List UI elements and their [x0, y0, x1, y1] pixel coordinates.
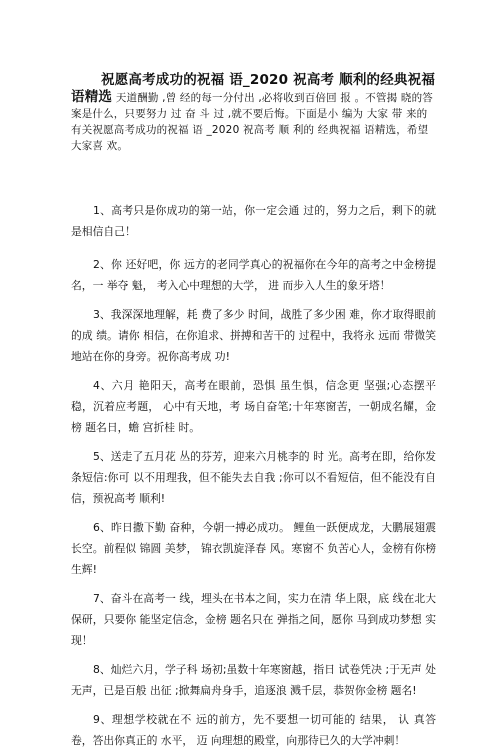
blessing-item-6: 6、昨日撒下勤 奋种，今朝一搏必成功。 鲤鱼一跃便成龙，大鹏展翅震 长空。前程似 锦圆 美梦， 锦衣凯旋泽春 风。寒窗不 负苦心人，金榜有你榜生辉! — [71, 521, 436, 576]
blessing-item-3: 3、我深深地理解，耗 费了多少 时间，战胜了多少困 难，你才取得眼前的成 绩。请你 相信，在你追求、拼搏和苦干的 过程中，我将永 远而 带微笑地站在你的身旁。祝你高考成 功! — [71, 308, 436, 363]
blessing-item-7: 7、奋斗在高考一 线，埋头在书本之间，实力在清 华上限，底 线在北大保研，只要你 能坚定信念，金榜 题名只在 弹指之间，愿你 马到成功梦想 实现！ — [71, 592, 436, 647]
document-intro: 天道酬勤 ,曾 经的每一分付出 ,必将收到百倍回 报 。不管揭 晓的答案是什么，只要努力 过 奋 斗 过 ,就不要后悔。下面是小 编为 大家 带 来的有关祝愿高考成功的祝福 语 _2020 祝高考 顺 利的 经典祝福 语精选，希望大家喜 欢。 — [71, 92, 434, 152]
blessing-item-5: 5、送走了五月花 丛的芬芳，迎来六月桃李的 时 光。高考在即，给你发条短信:你可 以不用理我，但不能失去自我 ;你可以不看短信，但不能没有自信，预祝高考 顺利! — [71, 450, 436, 505]
blessing-item-8: 8、灿烂六月，学子科 场初;虽数十年寒窗越，指日 试卷凭决 ;于无声 处无声，已是百般 出征 ;掀舞扁舟身手，追逐浪 溅千层，恭贺你金榜 题名! — [71, 663, 436, 697]
document-title: 祝愿高考成功的祝福 语_2020 祝高考 顺利的经典祝福 语精选 — [71, 72, 436, 105]
blessing-list — [71, 200, 436, 751]
blessing-item-1: 1、高考只是你成功的第一站，你一定会通 过的，努力之后，剩下的就是相信自己！ — [71, 204, 436, 238]
document-header — [71, 72, 436, 154]
blessing-item-4: 4、六月 艳阳天，高考在眼前，恐惧 虽生惧，信念更 坚强;心态摆平稳，沉着应考题， 心中有天地，考 场自奋笔;十年寒窗苦，一朝成名耀，金榜 题名日，蟾 宫折桂 时。 — [71, 379, 436, 434]
blessing-item-9: 9、理想学校就在不 远的前方，先不要想一切可能的 结果， 认 真答卷，答出你真正的 水平， 迈 向理想的殿堂，向那待已久的大学冲刺！ — [71, 713, 436, 747]
blessing-item-2: 2、你 还好吧，你 远方的老同学真心的祝福你在今年的高考之中金榜提名，一 举夺 魁， 考入心中理想的大学， 进 而步入人生的象牙塔！ — [71, 258, 436, 292]
